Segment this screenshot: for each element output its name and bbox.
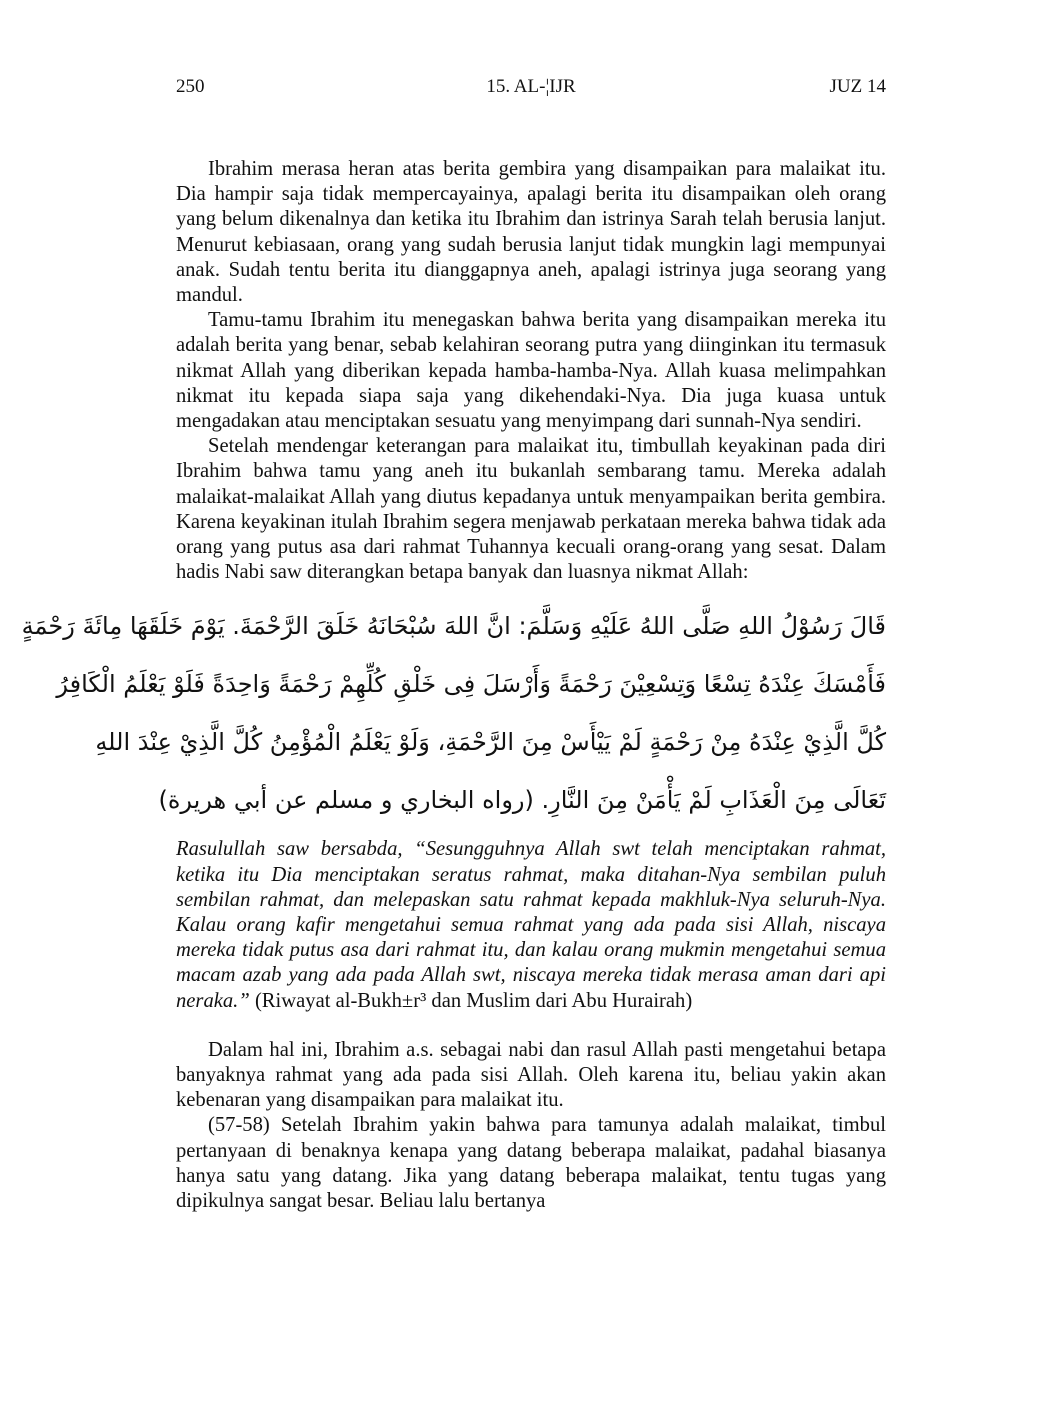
paragraph-5: (57-58) Setelah Ibrahim yakin bahwa para tamunya adalah malaikat, timbul pertanyaan di benaknya kenapa yang datang beberapa malaikat, padahal biasanya hanya satu yang datang. Jika yang datang beberapa malaikat, tentu tugas yang dipikulnya sangat besar. Beliau lalu bertanya bbox=[176, 1114, 886, 1213]
hadith-line-3: كُلَّ الَّذِيْ عِنْدَهُ مِنْ رَحْمَةٍ لَمْ يَيْأَسْ مِنَ الرَّحْمَةِ، وَلَوْ يَعْلَمُ الْمُؤْمِنُ كُلَّ الَّذِيْ عِنْدَ اللهِ bbox=[95, 728, 886, 757]
hadith-line-1: قَالَ رَسُوْلُ اللهِ صَلَّى اللهُ عَلَيْهِ وَسَلَّمَ: انَّ اللهَ سُبْحَانَهُ خَلَقَ الرَّحْمَةَ. يَوْمَ خَلَقَهَا مِائَةَ رَحْمَةٍ bbox=[21, 612, 886, 641]
paragraph-1: Ibrahim merasa heran atas berita gembira yang disampaikan para malaikat itu. Dia hampir saja tidak mempercayainya, apalagi berita itu disampaikan oleh orang yang belum dikenalnya dan ketika itu Ibrahim dan istrinya Sarah telah berusia lanjut. Menurut kebiasaan, orang yang sudah berusia lanjut tidak mungkin lagi mempunyai anak. Sudah tentu berita itu dianggapnya aneh, apalagi istrinya juga seorang yang mandul. bbox=[176, 158, 886, 307]
paragraph-2: Tamu-tamu Ibrahim itu menegaskan bahwa berita yang disampaikan mereka itu adalah berita yang benar, sebab kelahiran seorang putra yang diinginkan itu termasuk nikmat Allah yang diberikan kepada hamba-hamba-Nya. Allah kuasa melimpahkan nikmat itu kepada siapa saja yang dikehendaki-Nya. Dia juga kuasa untuk mengadakan atau menciptakan sesuatu yang menyimpang dari sunnah-Nya sendiri. bbox=[176, 309, 886, 433]
translation-quote: Rasulullah saw bersabda, “Sesungguhnya Allah swt telah menciptakan rahmat, ketika itu Dia menciptakan seratus rahmat, maka ditahan-Nya sembilan puluh sembilan rahmat, dan melepaskan satu rahmat kepada makhluk-Nya seluruh-Nya. Kalau orang kafir mengetahui semua rahmat yang ada pada sisi Allah, niscaya mereka tidak putus asa dari rahmat itu, dan kalau orang mukmin mengetahui semua macam azab yang ada pada Allah swt, niscaya mereka tidak merasa aman dari api neraka.” bbox=[176, 838, 886, 1012]
juz-label: JUZ 14 bbox=[829, 76, 886, 97]
spacer bbox=[176, 1014, 886, 1038]
hadith-line-4: تَعَالَى مِنَ الْعَذَابِ لَمْ يَأْمَنْ مِنَ النَّارِ. (رواه البخاري و مسلم عن أبي هريرة) bbox=[158, 786, 886, 815]
translation-source: (Riwayat al-Bukh±r³ dan Muslim dari Abu Hurairah) bbox=[249, 989, 693, 1012]
page-body bbox=[21, 157, 886, 1214]
hadith-line-2: فَأَمْسَكَ عِنْدَهُ تِسْعًا وَتِسْعِيْنَ رَحْمَةً وَأَرْسَلَ فِى خَلْقِ كُلِّهِمْ رَحْمَةً وَاحِدَةً فَلَوْ يَعْلَمُ الْكَافِرُ bbox=[56, 670, 886, 699]
hadith-arabic bbox=[21, 597, 886, 829]
page-header bbox=[176, 76, 886, 102]
page-number: 250 bbox=[176, 76, 205, 97]
chapter-title: 15. AL-¦IJR bbox=[486, 76, 576, 97]
paragraph-4: Dalam hal ini, Ibrahim a.s. sebagai nabi dan rasul Allah pasti mengetahui betapa banyaknya rahmat yang ada pada sisi Allah. Oleh karena itu, beliau yakin akan kebenaran yang disampaikan para malaikat itu. bbox=[176, 1038, 886, 1112]
hadith-translation bbox=[176, 837, 886, 1013]
paragraph-3: Setelah mendengar keterangan para malaikat itu, timbullah keyakinan pada diri Ibrahim bahwa tamu yang aneh itu bukanlah sembarang tamu. Mereka adalah malaikat-malaikat Allah yang diutus kepadanya untuk menyampaikan berita gembira. Karena keyakinan itulah Ibrahim segera menjawab perkataan mereka bahwa tidak ada orang yang putus asa dari rahmat Tuhannya kecuali orang-orang yang sesat. Dalam hadis Nabi saw diterangkan betapa banyak dan luasnya nikmat Allah: bbox=[176, 435, 886, 584]
